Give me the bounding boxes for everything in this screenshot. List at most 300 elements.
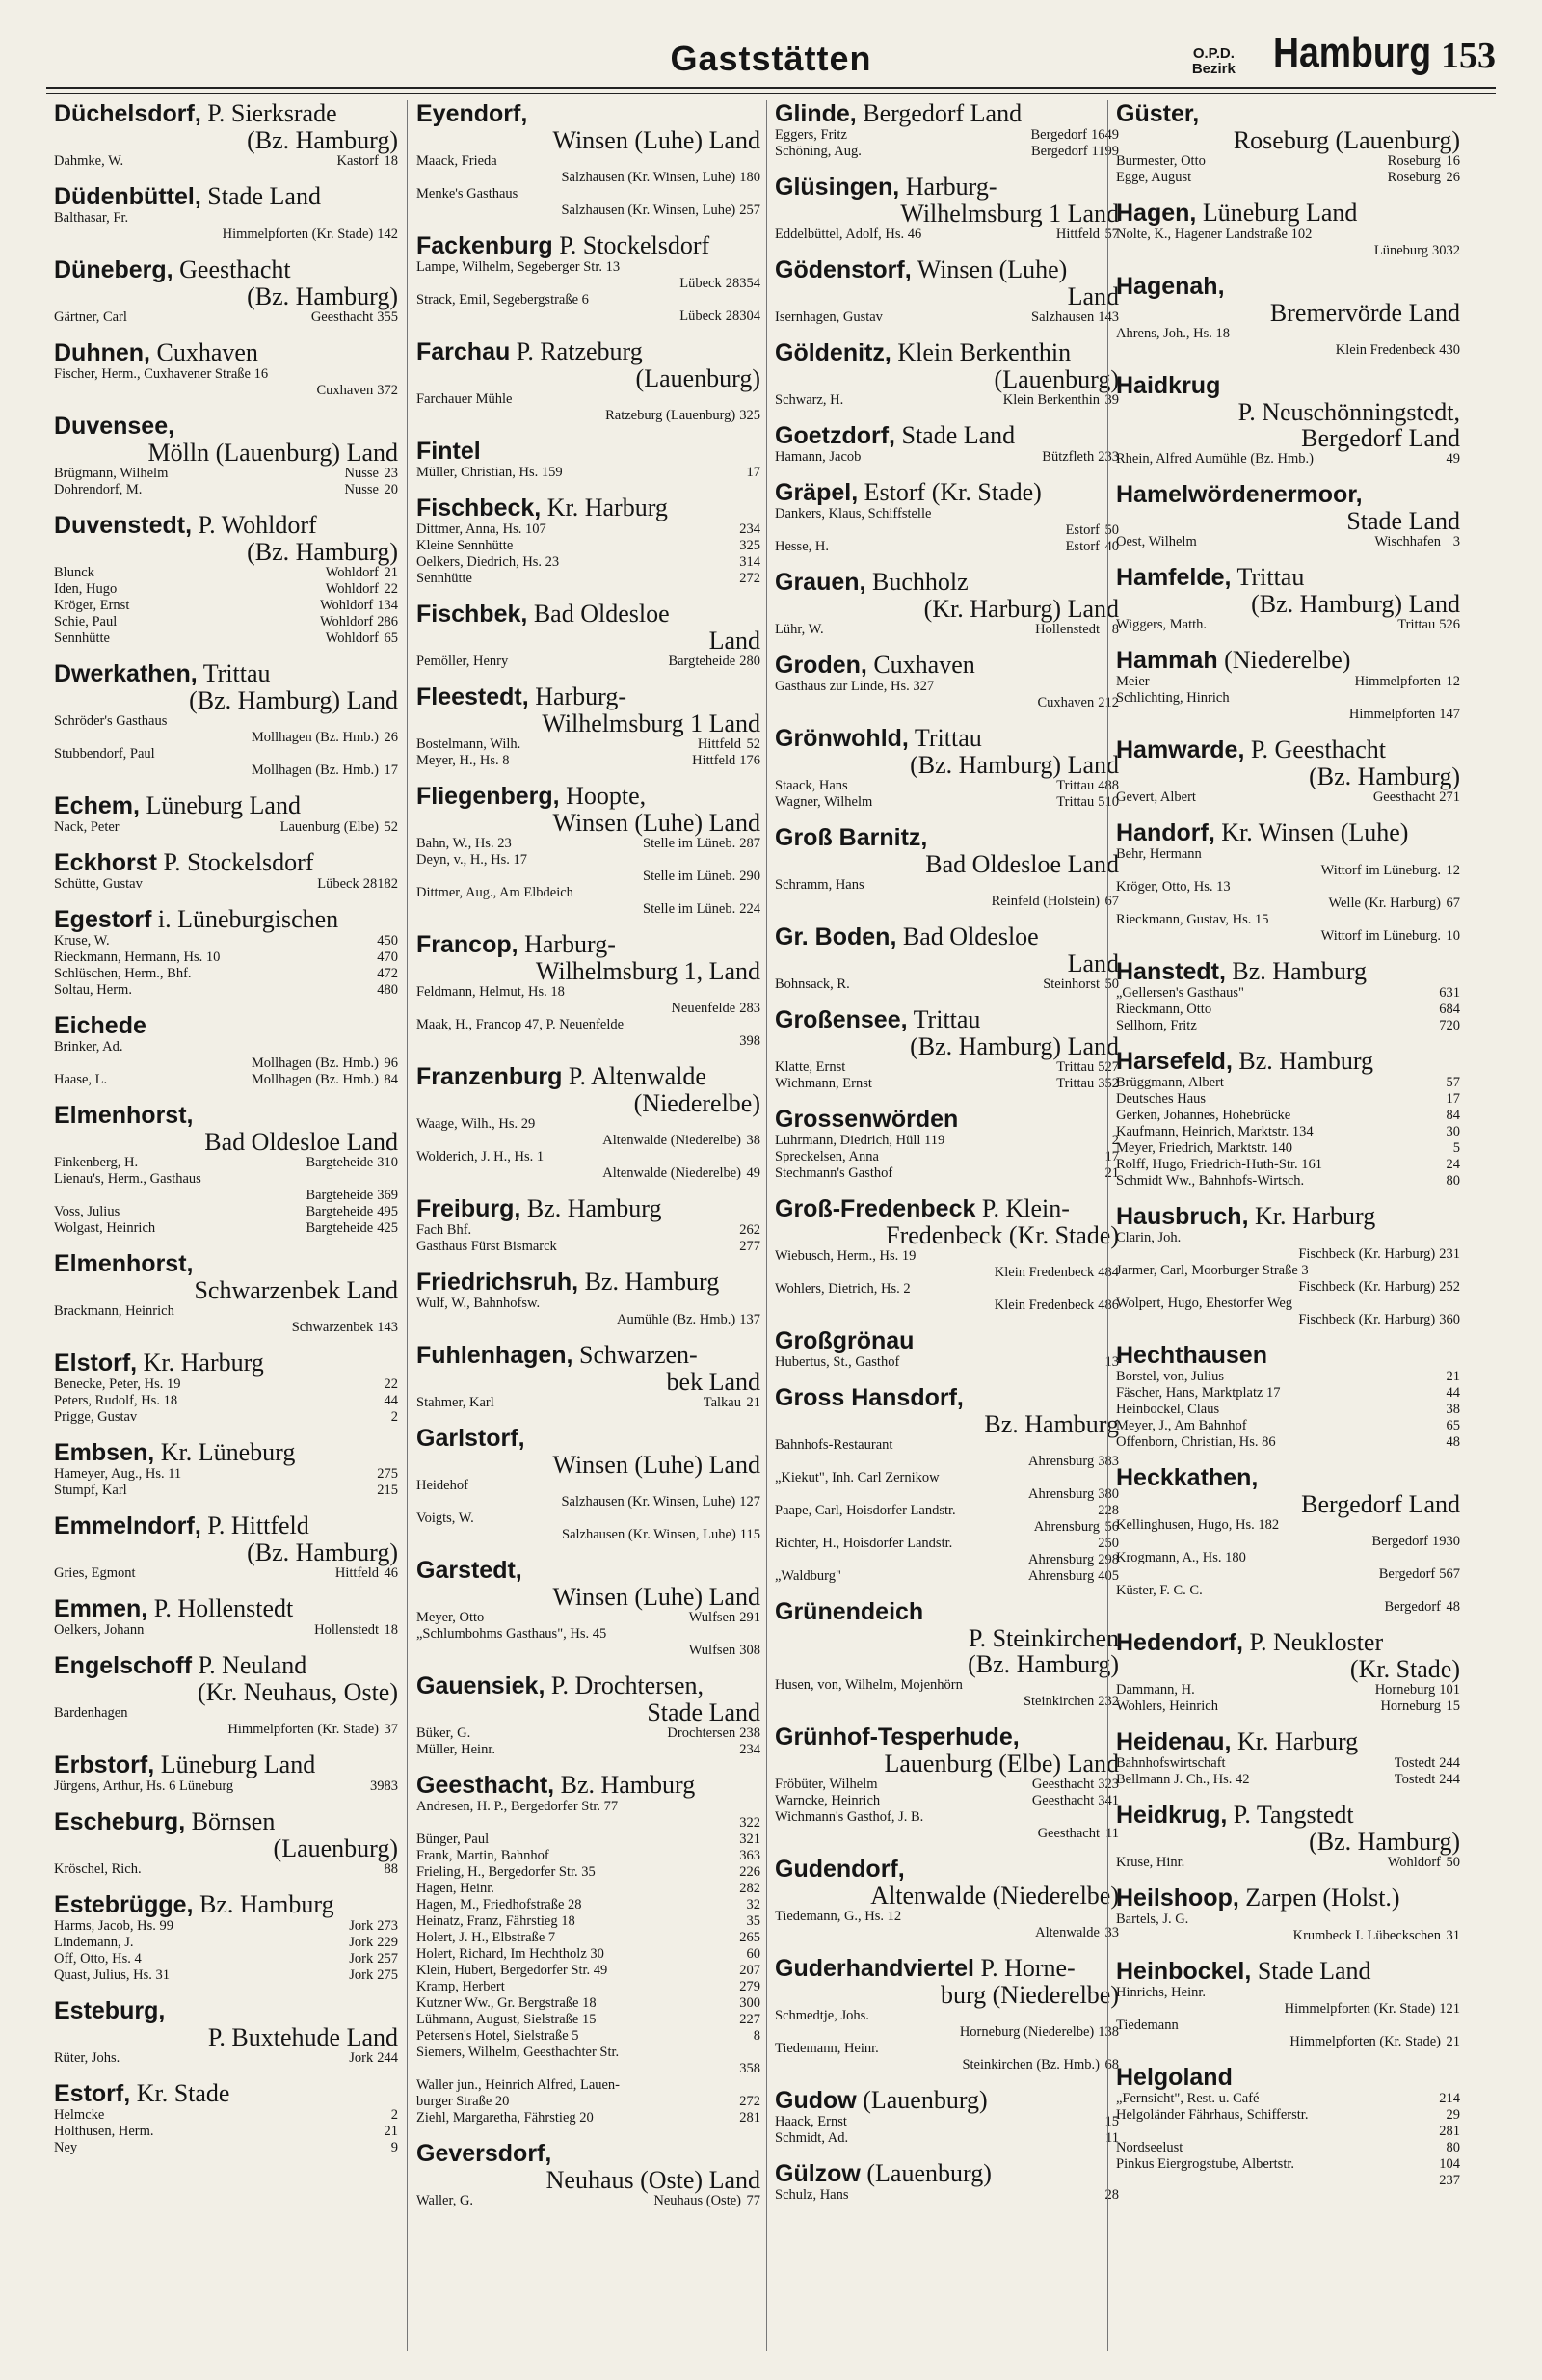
listing-name: Soltau, Herm. bbox=[54, 982, 132, 998]
listing-phone: 224 bbox=[739, 901, 760, 917]
listing-row bbox=[775, 877, 1119, 894]
place-qualifier: Trittau bbox=[197, 659, 271, 687]
listing-location bbox=[952, 1536, 1098, 1552]
listing-row bbox=[416, 2028, 760, 2045]
listing-location bbox=[154, 2124, 384, 2140]
place-entry bbox=[775, 1955, 1119, 2073]
place-qualifier: P. Tangstedt bbox=[1227, 1801, 1354, 1829]
listing-row bbox=[54, 1918, 398, 1935]
listing-name: Voss, Julius bbox=[54, 1204, 120, 1219]
listing-row bbox=[416, 1742, 760, 1758]
place-heading bbox=[54, 1102, 398, 1129]
listing-row bbox=[1116, 1583, 1460, 1599]
listing-location bbox=[594, 2110, 740, 2126]
listing-location bbox=[1281, 1385, 1445, 1402]
listing-row bbox=[1116, 896, 1460, 912]
listing-location: Stelle im Lüneb. bbox=[643, 901, 736, 917]
listing-row bbox=[54, 713, 398, 730]
listing-phone: 257 bbox=[739, 202, 760, 218]
place-heading bbox=[416, 100, 760, 127]
page-section-title: Gaststätten bbox=[670, 39, 872, 78]
listing-phone: 277 bbox=[739, 1239, 760, 1254]
listing-row bbox=[1116, 690, 1460, 707]
listing-phone: 48 bbox=[1446, 1599, 1460, 1615]
listing-phone: 68 bbox=[1104, 2057, 1119, 2072]
place-heading bbox=[54, 256, 398, 283]
listing-name: Wolderich, J. H., Hs. 1 bbox=[416, 1149, 545, 1164]
place-entry bbox=[775, 923, 1119, 993]
place-name: Grauen, bbox=[775, 569, 866, 596]
listing-phone: 20 bbox=[384, 482, 398, 497]
listing-row bbox=[54, 1303, 398, 1320]
listing-phone: 238 bbox=[739, 1725, 760, 1741]
listing-name: Schütte, Gustav bbox=[54, 876, 143, 892]
listing-row bbox=[54, 1565, 398, 1582]
listing-location bbox=[879, 2041, 1103, 2057]
listing-name: Bahnhofswirtschaft bbox=[1116, 1755, 1226, 1771]
listing-location bbox=[192, 966, 378, 982]
listing-location: Stelle im Lüneb. bbox=[643, 836, 736, 851]
place-entry bbox=[775, 725, 1119, 811]
listing-row bbox=[775, 449, 1119, 466]
listing-location bbox=[931, 506, 1103, 522]
listing-name: Wagner, Wilhelm bbox=[775, 794, 873, 810]
listing-phone: 2 bbox=[1111, 1133, 1119, 1148]
listing-location bbox=[1314, 1124, 1445, 1140]
listing-phone: 21 bbox=[1104, 1165, 1119, 1181]
listing-row bbox=[416, 554, 760, 571]
listing-phone: 226 bbox=[739, 1864, 760, 1880]
listing-location bbox=[128, 1705, 384, 1722]
listing-row bbox=[54, 1722, 398, 1738]
listing-phone: 488 bbox=[1098, 778, 1119, 793]
listing-phone: 16 bbox=[1446, 153, 1460, 169]
listing-row bbox=[54, 2107, 398, 2124]
listing-name: burger Straße 20 bbox=[416, 2094, 510, 2109]
listing-name: Gevert, Albert bbox=[1116, 789, 1196, 805]
listing-location bbox=[1259, 2091, 1439, 2107]
header-right bbox=[1192, 29, 1496, 77]
place-entry bbox=[416, 683, 760, 769]
place-qualifier-line: Schwarzenbek Land bbox=[194, 1276, 398, 1304]
listing-location: Salzhausen (Kr. Winsen, Luhe) bbox=[562, 1527, 736, 1542]
listing-location: Wittorf im Lüneburg. bbox=[1320, 928, 1441, 944]
listing-phone: 244 bbox=[377, 2050, 398, 2066]
place-heading bbox=[54, 906, 398, 933]
listing-name: Stubbendorf, Paul bbox=[54, 746, 155, 762]
place-name: Großensee, bbox=[775, 1006, 908, 1033]
place-qualifier: Stade Land bbox=[895, 421, 1016, 449]
listing-location bbox=[892, 1437, 1103, 1454]
place-heading bbox=[54, 183, 398, 210]
listing-location bbox=[104, 2107, 383, 2124]
listing-name: Schulz, Hans bbox=[775, 2187, 849, 2203]
listing-row bbox=[54, 614, 398, 630]
listing-row bbox=[1116, 170, 1460, 186]
listing-phone bbox=[745, 1626, 760, 1643]
listing-location: Jork bbox=[349, 1935, 374, 1950]
place-qualifier: Trittau bbox=[907, 1005, 981, 1033]
place-entry bbox=[54, 660, 398, 779]
listing-location bbox=[1224, 1369, 1445, 1385]
place-name: Glüsingen, bbox=[775, 174, 900, 201]
listing-location bbox=[923, 1809, 1103, 1826]
listing-name: Kaufmann, Heinrich, Marktstr. 134 bbox=[1116, 1124, 1314, 1139]
place-qualifier: Bz. Hamburg bbox=[554, 1771, 696, 1799]
listing-row bbox=[1116, 1279, 1460, 1296]
listing-phone bbox=[1445, 1912, 1460, 1928]
listing-location: Ahrensburg bbox=[1028, 1486, 1095, 1502]
place-entry bbox=[54, 1439, 398, 1499]
place-name: Düchelsdorf, bbox=[54, 100, 201, 127]
place-name: Elmenhorst, bbox=[54, 1102, 194, 1129]
listing-location: Horneburg (Niederelbe) bbox=[959, 2024, 1095, 2040]
listing-row bbox=[775, 1826, 1119, 1842]
listing-location bbox=[527, 852, 745, 869]
listing-row bbox=[54, 153, 398, 170]
place-entry bbox=[1116, 958, 1460, 1034]
listing-row bbox=[1116, 846, 1460, 863]
listing-phone: 21 bbox=[746, 1395, 760, 1410]
listing-name: Isernhagen, Gustav bbox=[775, 309, 883, 325]
listing-name: Meyer, H., Hs. 8 bbox=[416, 753, 510, 768]
listing-phone: 37 bbox=[384, 1722, 398, 1737]
place-heading bbox=[775, 1327, 1119, 1354]
listing-name: Tiedemann, Heinr. bbox=[775, 2041, 879, 2056]
listing-row bbox=[416, 1626, 760, 1643]
listing-row bbox=[1116, 2001, 1460, 2018]
listing-row bbox=[416, 852, 760, 869]
place-heading bbox=[54, 1350, 398, 1377]
place-name: Elmenhorst, bbox=[54, 1250, 194, 1277]
listing-location bbox=[1276, 1434, 1445, 1451]
place-entry bbox=[54, 1512, 398, 1582]
listing-location: Wittorf im Lüneburg. bbox=[1320, 863, 1441, 878]
listing-row bbox=[416, 1017, 760, 1033]
listing-name: Haack, Ernst bbox=[775, 2114, 847, 2129]
listing-row bbox=[775, 2114, 1119, 2130]
listing-phone: 1199 bbox=[1091, 144, 1119, 159]
listing-name: Heidehof bbox=[416, 1478, 468, 1493]
listing-name: Wulf, W., Bahnhofsw. bbox=[416, 1296, 541, 1311]
listing-phone: 2 bbox=[390, 2107, 398, 2123]
listing-name: Meyer, Friedrich, Marktstr. 140 bbox=[1116, 1140, 1293, 1156]
listing-phone: 8 bbox=[1111, 622, 1119, 637]
listing-phone bbox=[1445, 912, 1460, 928]
listing-phone: 21 bbox=[384, 565, 398, 580]
listing-location: Drochtersen bbox=[667, 1725, 736, 1741]
place-name: Heidenau, bbox=[1116, 1728, 1232, 1755]
listing-row bbox=[1116, 2091, 1460, 2107]
place-name: Fleestedt, bbox=[416, 683, 529, 710]
listing-phone: 227 bbox=[739, 2012, 760, 2027]
listing-phone: 12 bbox=[1446, 674, 1460, 689]
listing-name: Bahn, W., Hs. 23 bbox=[416, 836, 512, 851]
place-name: Farchau bbox=[416, 338, 511, 365]
place-name: Estorf, bbox=[54, 2080, 131, 2107]
listing-location: Salzhausen (Kr. Winsen, Luhe) bbox=[561, 202, 736, 218]
place-name: Duvenstedt, bbox=[54, 512, 193, 539]
place-qualifier: (Lauenburg) bbox=[856, 2086, 988, 2114]
place-qualifier: Winsen (Luhe) bbox=[911, 255, 1068, 283]
listing-row bbox=[1116, 1698, 1460, 1715]
listing-name: Siemers, Wilhelm, Geesthachter Str. bbox=[416, 2045, 620, 2060]
listing-phone: 28354 bbox=[725, 276, 760, 291]
listing-row bbox=[1116, 243, 1460, 259]
listing-phone: 84 bbox=[1446, 1108, 1460, 1123]
listing-location bbox=[607, 1963, 739, 1979]
listing-location: Stelle im Lüneb. bbox=[643, 869, 736, 884]
listing-row bbox=[1116, 1912, 1460, 1928]
place-entry bbox=[416, 232, 760, 325]
listing-location: Bergedorf bbox=[1378, 1566, 1436, 1582]
place-qualifier-line: (Kr. Stade) bbox=[1349, 1655, 1460, 1683]
place-entry bbox=[1116, 564, 1460, 633]
listing-row bbox=[54, 1622, 398, 1639]
listing-phone: 325 bbox=[739, 408, 760, 423]
listing-phone: 60 bbox=[746, 1946, 760, 1962]
listing-name: Müller, Christian, Hs. 159 bbox=[416, 465, 563, 480]
listing-phone: 115 bbox=[739, 1527, 760, 1542]
listing-row bbox=[775, 227, 1119, 243]
listing-phone bbox=[1445, 227, 1460, 243]
column-divider bbox=[407, 100, 408, 2351]
listing-row bbox=[1116, 1517, 1460, 1534]
listing-phone bbox=[745, 2077, 760, 2094]
listing-phone: 684 bbox=[1439, 1002, 1460, 1017]
listing-row bbox=[416, 1848, 760, 1864]
place-heading bbox=[775, 725, 1119, 752]
place-qualifier: Harburg- bbox=[528, 682, 627, 710]
place-qualifier: Bad Oldesloe bbox=[896, 923, 1039, 950]
listing-row bbox=[416, 1296, 760, 1312]
place-qualifier: i. Lüneburgischen bbox=[151, 905, 339, 933]
place-name: Düneberg, bbox=[54, 256, 173, 283]
place-name: Helgoland bbox=[1116, 2064, 1233, 2091]
listing-location: Aumühle (Bz. Hmb.) bbox=[617, 1312, 736, 1327]
place-qualifier-line: Mölln (Lauenburg) Land bbox=[147, 439, 398, 467]
listing-location bbox=[1183, 2140, 1445, 2156]
place-qualifier: Buchholz bbox=[865, 568, 969, 596]
listing-name: Dankers, Klaus, Schiffstelle bbox=[775, 506, 932, 521]
listing-name: Petersen's Hotel, Sielstraße 5 bbox=[416, 2028, 579, 2044]
place-heading bbox=[775, 339, 1119, 366]
listing-row bbox=[1116, 879, 1460, 896]
place-qualifier: P. Klein- bbox=[975, 1194, 1070, 1222]
listing-location bbox=[582, 1897, 745, 1913]
listing-name: Kröger, Otto, Hs. 13 bbox=[1116, 879, 1231, 895]
place-qualifier: Bad Oldesloe bbox=[527, 600, 670, 628]
listing-location: Trittau bbox=[1056, 1076, 1095, 1091]
listing-row bbox=[1116, 1599, 1460, 1616]
place-heading bbox=[1116, 1802, 1460, 1829]
listing-location: Hittfeld bbox=[334, 1565, 379, 1581]
listing-phone bbox=[745, 292, 760, 308]
listing-location bbox=[181, 1377, 384, 1393]
listing-name: Pinkus Eiergrogstube, Albertstr. bbox=[1116, 2156, 1295, 2172]
place-qualifier: (Niederelbe) bbox=[1217, 646, 1351, 674]
listing-location bbox=[1219, 1402, 1445, 1418]
listing-phone: 484 bbox=[1098, 1265, 1119, 1280]
place-name: Gauensiek, bbox=[416, 1672, 545, 1699]
listing-location bbox=[579, 2028, 745, 2045]
listing-phone: 28182 bbox=[362, 876, 398, 892]
listing-row bbox=[1116, 2140, 1460, 2156]
listing-phone: 30 bbox=[1446, 1124, 1460, 1139]
listing-name: Spreckelsen, Anna bbox=[775, 1149, 879, 1164]
listing-row bbox=[416, 1946, 760, 1963]
listing-location bbox=[956, 1503, 1099, 1519]
listing-location bbox=[892, 1165, 1103, 1182]
listing-name: Hagen, M., Friedhofstraße 28 bbox=[416, 1897, 582, 1912]
listing-phone bbox=[1445, 2018, 1460, 2034]
place-qualifier: P. Hittfeld bbox=[200, 1511, 309, 1539]
listing-row bbox=[775, 1694, 1119, 1710]
listing-name: Harms, Jacob, Hs. 99 bbox=[54, 1918, 174, 1934]
place-heading bbox=[1116, 819, 1460, 846]
place-heading bbox=[775, 1106, 1119, 1133]
place-entry bbox=[775, 1327, 1119, 1371]
listing-location bbox=[1206, 1091, 1445, 1108]
listing-row bbox=[775, 1809, 1119, 1826]
listing-location bbox=[1292, 1140, 1445, 1157]
listing-row bbox=[416, 1312, 760, 1328]
listing-phone: 229 bbox=[377, 1935, 398, 1950]
listing-location bbox=[233, 1778, 370, 1795]
listing-name: Rüter, Johs. bbox=[54, 2050, 120, 2066]
listing-phone: 234 bbox=[739, 521, 760, 537]
listing-name: Küster, F. C. C. bbox=[1116, 1583, 1203, 1598]
listing-phone: 17 bbox=[1104, 1149, 1119, 1164]
place-entry bbox=[54, 792, 398, 836]
place-heading bbox=[1116, 1728, 1460, 1755]
listing-name: Helgoländer Fährhaus, Schifferstr. bbox=[1116, 2107, 1309, 2123]
listing-location bbox=[1290, 1108, 1445, 1124]
listing-location: Welle (Kr. Harburg) bbox=[1328, 896, 1441, 911]
listing-phone: 5 bbox=[1452, 1140, 1460, 1156]
listing-phone: 228 bbox=[1098, 1503, 1119, 1518]
place-entry bbox=[775, 652, 1119, 711]
listing-name: Luhrmann, Diedrich, Hüll 119 bbox=[775, 1133, 945, 1148]
place-qualifier: Cuxhaven bbox=[866, 651, 975, 679]
listing-phone: 287 bbox=[739, 836, 760, 851]
listing-row bbox=[775, 1297, 1119, 1314]
listing-phone: 308 bbox=[739, 1643, 760, 1658]
place-qualifier: P. Geesthacht bbox=[1244, 735, 1386, 763]
place-heading bbox=[416, 2140, 760, 2167]
listing-row bbox=[775, 539, 1119, 555]
listing-name: Staack, Hans bbox=[775, 778, 848, 793]
listing-location bbox=[618, 1799, 745, 1815]
place-qualifier: Stade Land bbox=[1251, 1957, 1371, 1985]
listing-location bbox=[940, 1470, 1103, 1486]
place-qualifier: Bz. Hamburg bbox=[193, 1890, 334, 1918]
place-qualifier: P. Hollenstedt bbox=[147, 1594, 294, 1622]
listing-phone: 272 bbox=[739, 2094, 760, 2109]
listing-name: Oelkers, Johann bbox=[54, 1622, 145, 1638]
listing-row bbox=[416, 521, 760, 538]
place-heading bbox=[54, 849, 398, 876]
place-name: Groß-Fredenbeck bbox=[775, 1195, 976, 1222]
listing-phone: 1930 bbox=[1432, 1534, 1460, 1549]
listing-phone: 143 bbox=[377, 1320, 398, 1335]
place-name: Friedrichsruh, bbox=[416, 1269, 579, 1296]
listing-row bbox=[1116, 1157, 1460, 1173]
listing-phone: 244 bbox=[1439, 1772, 1460, 1787]
listing-row bbox=[775, 1149, 1119, 1165]
listing-phone bbox=[1445, 1263, 1460, 1279]
listing-name: Frieling, H., Bergedorfer Str. 35 bbox=[416, 1864, 596, 1880]
listing-name: Fischer, Herm., Cuxhavener Straße 16 bbox=[54, 366, 269, 382]
listing-phone bbox=[745, 2045, 760, 2061]
listing-phone: 101 bbox=[1439, 1682, 1460, 1698]
place-entry bbox=[54, 339, 398, 399]
place-name: Eckhorst bbox=[54, 849, 157, 876]
listing-row bbox=[416, 885, 760, 901]
listing-phone bbox=[745, 1296, 760, 1312]
listing-row bbox=[1116, 1263, 1460, 1279]
listing-row bbox=[54, 1861, 398, 1878]
listing-row bbox=[1116, 2018, 1460, 2034]
listing-name: Frank, Martin, Bahnhof bbox=[416, 1848, 549, 1863]
listing-location: Horneburg bbox=[1374, 1682, 1436, 1698]
listing-phone bbox=[1445, 1296, 1460, 1312]
listing-location: Roseburg bbox=[1387, 153, 1441, 169]
listing-row bbox=[416, 1815, 760, 1832]
listing-row bbox=[54, 466, 398, 482]
place-name: Göldenitz, bbox=[775, 339, 891, 366]
listing-row bbox=[416, 465, 760, 481]
place-qualifier-line: (Bz. Hamburg) Land bbox=[910, 751, 1119, 779]
listing-row bbox=[775, 695, 1119, 711]
listing-row bbox=[416, 571, 760, 587]
listing-phone: 22 bbox=[384, 1377, 398, 1392]
place-entry bbox=[1116, 647, 1460, 723]
place-entry bbox=[1116, 1885, 1460, 1944]
listing-row bbox=[1116, 928, 1460, 945]
listing-name: Eggers, Fritz bbox=[775, 127, 847, 143]
listing-phone: 341 bbox=[1098, 1793, 1119, 1808]
listing-phone: 450 bbox=[377, 933, 398, 949]
place-entry bbox=[416, 931, 760, 1050]
listing-name: Schlichting, Hinrich bbox=[1116, 690, 1230, 706]
listing-location bbox=[555, 1930, 739, 1946]
listing-row bbox=[1116, 1002, 1460, 1018]
place-qualifier: P. Neukloster bbox=[1242, 1628, 1384, 1656]
listing-name: Wolgast, Heinrich bbox=[54, 1220, 156, 1236]
listing-row bbox=[775, 1486, 1119, 1503]
listing-phone: 52 bbox=[746, 736, 760, 752]
place-heading bbox=[1116, 2064, 1460, 2091]
listing-row bbox=[416, 2012, 760, 2028]
listing-row bbox=[775, 309, 1119, 326]
listing-phone: 143 bbox=[1098, 309, 1119, 325]
listing-row bbox=[1116, 1385, 1460, 1402]
listing-name: Brackmann, Heinrich bbox=[54, 1303, 174, 1319]
listing-name: Büker, G. bbox=[416, 1725, 471, 1741]
listing-name: Wohlers, Dietrich, Hs. 2 bbox=[775, 1281, 911, 1297]
listing-location bbox=[544, 1149, 745, 1165]
listing-location: Lübeck bbox=[679, 276, 722, 291]
place-qualifier-line: (Kr. Neuhaus, Oste) bbox=[198, 1678, 398, 1706]
listing-phone: 234 bbox=[739, 1742, 760, 1757]
place-heading bbox=[775, 1856, 1119, 1883]
listing-row bbox=[54, 227, 398, 243]
listing-row bbox=[1116, 1018, 1460, 1034]
listing-location bbox=[142, 1861, 383, 1878]
listing-row bbox=[1116, 2173, 1460, 2189]
listing-row bbox=[54, 581, 398, 598]
